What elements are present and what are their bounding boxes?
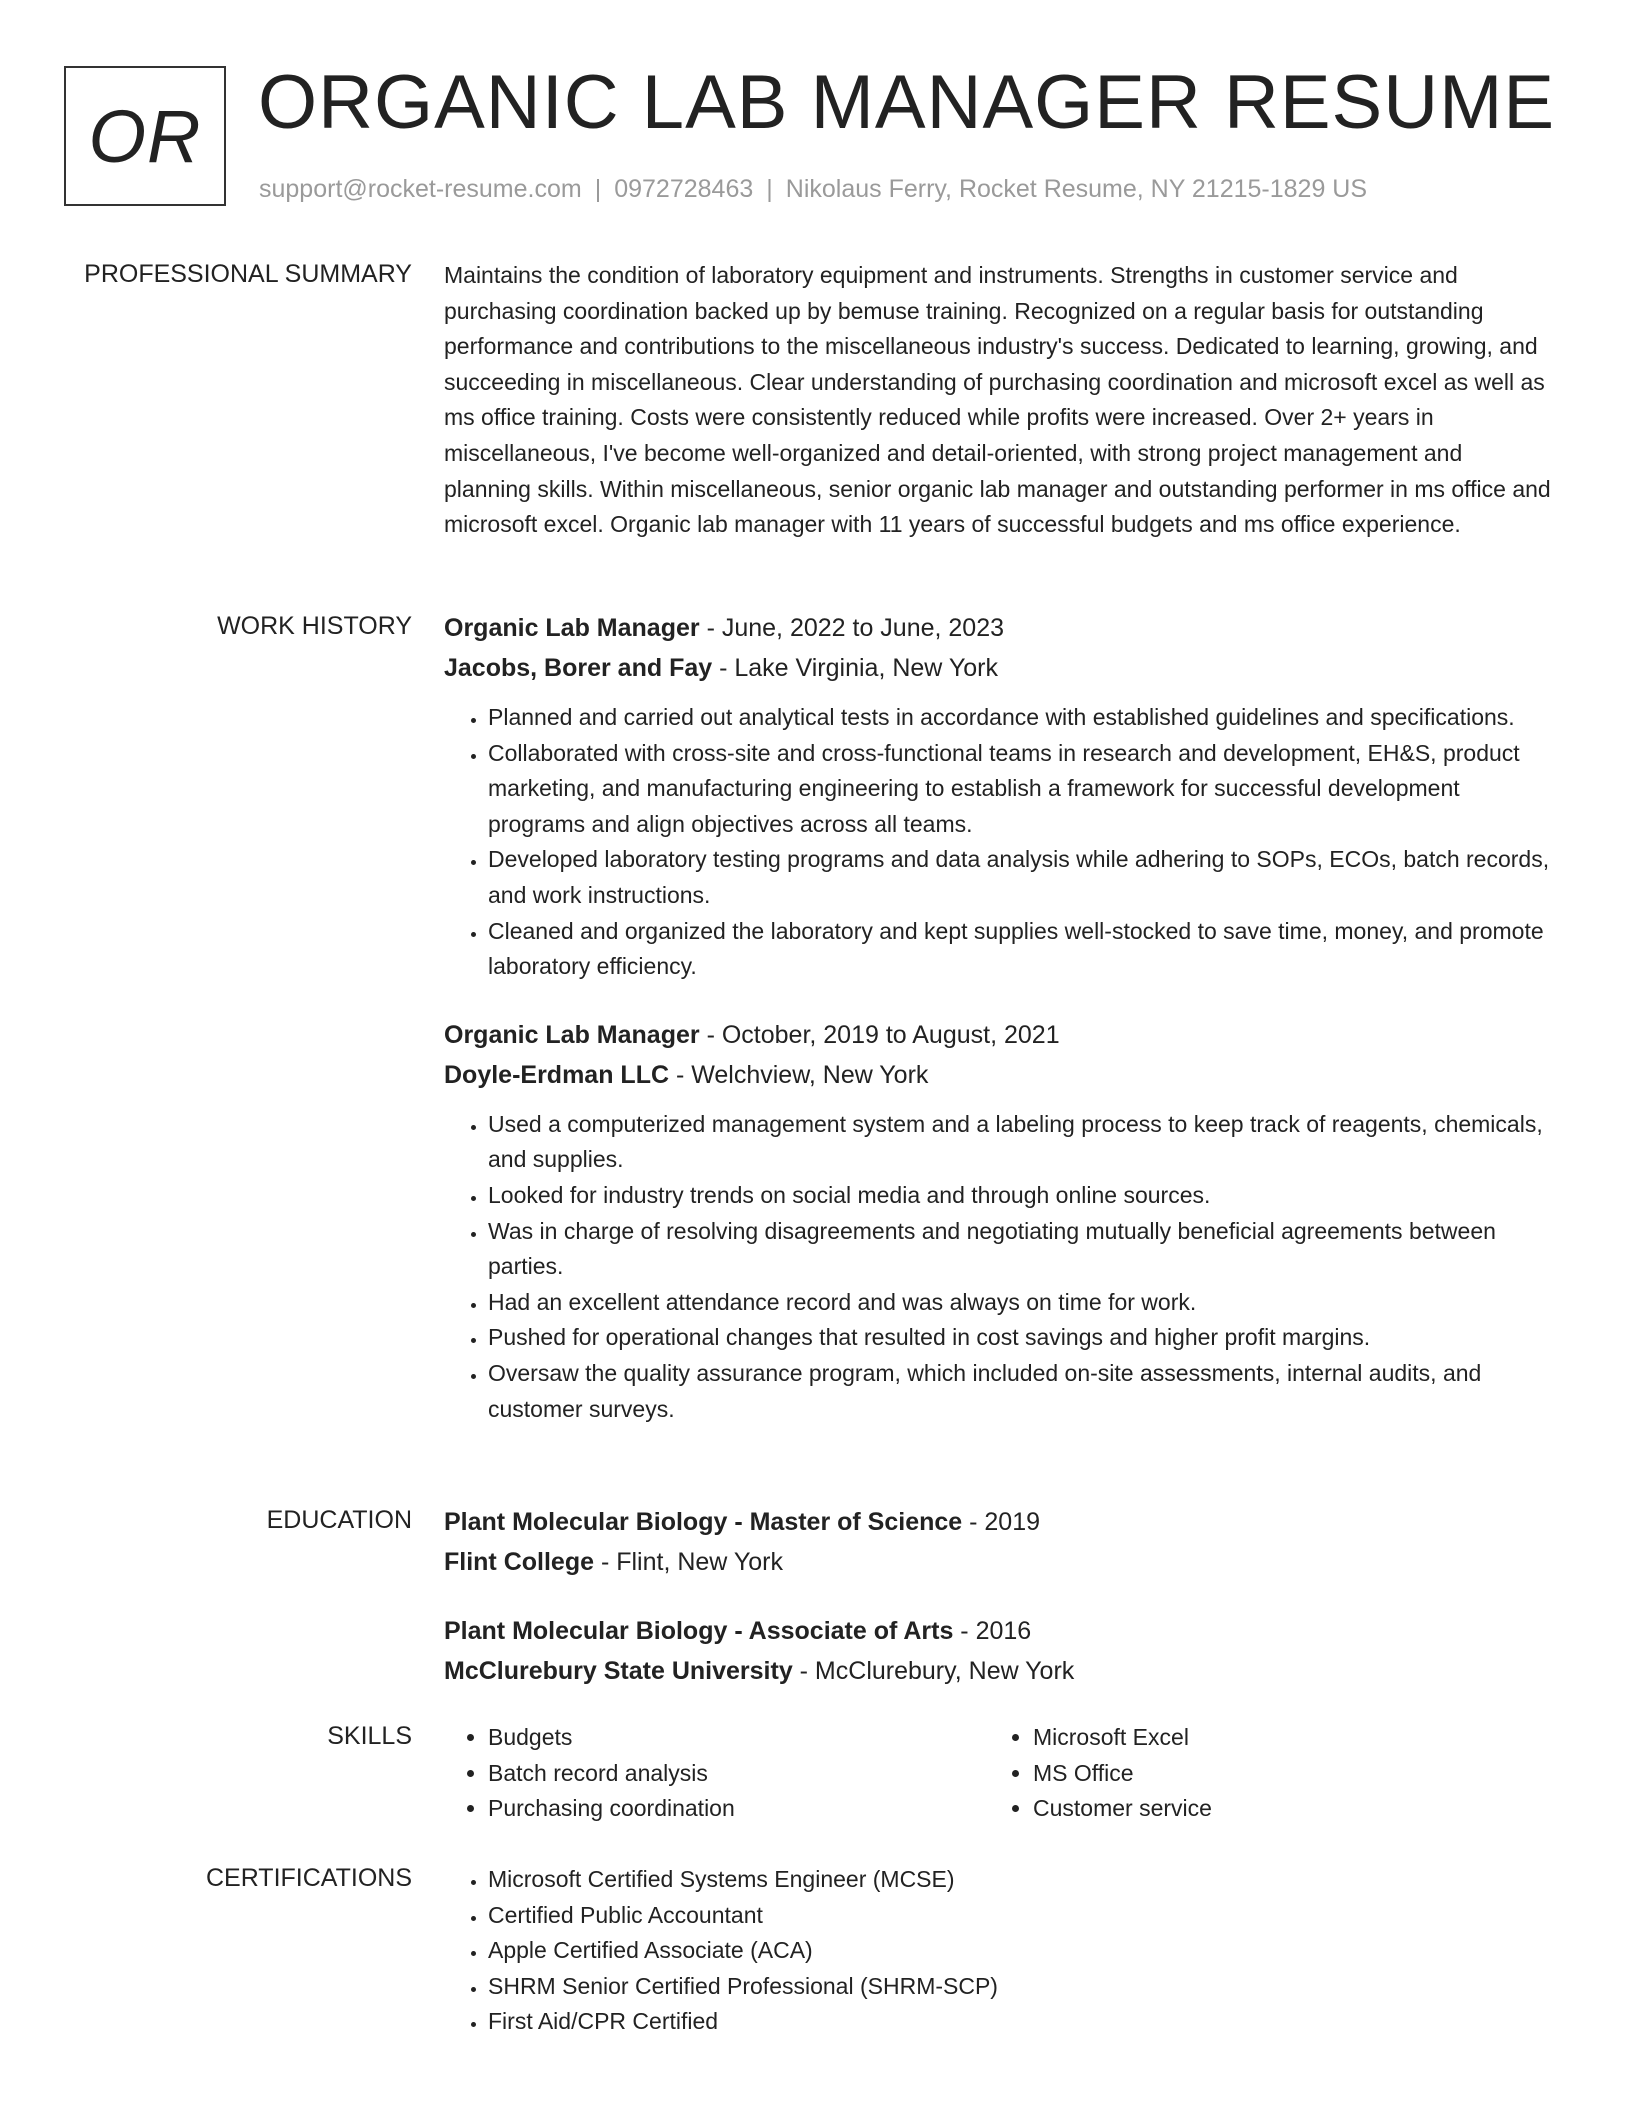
job-company: Jacobs, Borer and Fay [444,654,713,682]
degree-year: - 2019 [962,1508,1041,1536]
contact-separator: | [766,175,773,203]
job-entry [444,608,1554,985]
job-title: Organic Lab Manager [444,614,700,642]
list-item: • First Aid/CPR Certified [488,2004,1554,2040]
list-item: • Customer service [1033,1791,1534,1827]
degree-line [444,1502,1554,1542]
monogram-box [64,66,226,206]
job-company-line [444,1055,1554,1095]
job-company-line [444,648,1554,688]
list-item: • MS Office [1033,1756,1534,1792]
monogram-initials: OR [88,94,202,178]
list-item: • Budgets [488,1720,989,1756]
list-item: • Looked for industry trends on social media and through online sources. [488,1178,1554,1214]
list-item: • Cleaned and organized the laboratory and kept supplies well-stocked to save time, money, and promote laboratory efficiency. [488,914,1554,985]
job-dates: - October, 2019 to August, 2021 [699,1020,1060,1049]
degree: Plant Molecular Biology - Associate of Arts [444,1617,954,1645]
list-item: • Batch record analysis [488,1756,989,1792]
skills-column-left [444,1720,989,1827]
certifications-list [444,1862,1554,2040]
skills-grid [444,1720,1554,1827]
school: McClurebury State University [444,1657,793,1685]
contact-address: Nikolaus Ferry, Rocket Resume, NY 21215-1829 US [785,175,1368,203]
education-entry [444,1611,1554,1691]
education-entry [444,1502,1554,1582]
resume-title: ORGANIC LAB MANAGER RESUME [258,60,1556,145]
list-item: • Apple Certified Associate (ACA) [488,1933,1554,1969]
summary-label: PROFESSIONAL SUMMARY [84,260,412,288]
job-title-line [444,1015,1554,1055]
skills-column-right [989,1720,1534,1827]
job-title-line [444,608,1554,648]
degree-year: - 2016 [953,1617,1032,1645]
list-item: • Oversaw the quality assurance program, which included on-site assessments, internal audits, and customer surveys. [488,1356,1554,1427]
school-location: - McClurebury, New York [792,1657,1075,1685]
degree: Plant Molecular Biology - Master of Science [444,1508,963,1536]
contact-phone: 0972728463 [614,175,754,203]
list-item: • Microsoft Certified Systems Engineer (MCSE) [488,1862,1554,1898]
list-item: • Pushed for operational changes that resulted in cost savings and higher profit margins. [488,1320,1554,1356]
job-location: - Welchview, New York [669,1060,929,1089]
list-item: • Certified Public Accountant [488,1898,1554,1934]
list-item: • Microsoft Excel [1033,1720,1534,1756]
contact-line [259,173,1367,205]
education-label: EDUCATION [266,1506,412,1534]
work-history-label: WORK HISTORY [217,612,412,640]
job-company: Doyle-Erdman LLC [444,1060,670,1089]
school-line [444,1651,1554,1691]
skills-label: SKILLS [327,1722,412,1750]
list-item: • Had an excellent attendance record and was always on time for work. [488,1285,1554,1321]
job-entry [444,1015,1554,1427]
job-location: - Lake Virginia, New York [712,654,998,682]
certifications-label: CERTIFICATIONS [205,1864,412,1892]
contact-email: support@rocket-resume.com [259,175,582,203]
school-location: - Flint, New York [594,1548,783,1576]
job-bullets [444,700,1554,985]
school: Flint College [444,1548,594,1576]
list-item: • Used a computerized management system and a labeling process to keep track of reagents, chemicals, and supplies. [488,1107,1554,1178]
summary-text: Maintains the condition of laboratory equipment and instruments. Strengths in customer service and purchasing coordination backed up by bemuse training. Recognized on a regular basis for outstanding performance and contributions to the miscellaneous industry's success. Dedicated to learning, growing, and succeeding in miscellaneous. Clear understanding of purchasing coordination and microsoft excel as well as ms office training. Costs were consistently reduced while profits were increased. Over 2+ years in miscellaneous, I've become well-organized and detail-oriented, with strong project management and planning skills. Within miscellaneous, senior organic lab manager and outstanding performer in ms office and microsoft excel. Organic lab manager with 11 years of successful budgets and ms office experience. [444,262,1551,538]
school-line [444,1542,1554,1582]
contact-separator: | [594,175,602,203]
job-title: Organic Lab Manager [444,1020,700,1049]
list-item: • Purchasing coordination [488,1791,989,1827]
list-item: • Collaborated with cross-site and cross-functional teams in research and development, EH&S, product marketing, and manufacturing engineering to establish a framework for successful development programs and align objectives across all teams. [488,736,1554,843]
list-item: • SHRM Senior Certified Professional (SHRM-SCP) [488,1969,1554,2005]
list-item: • Planned and carried out analytical tests in accordance with established guidelines and specifications. [488,700,1554,736]
job-dates: - June, 2022 to June, 2023 [699,614,1005,642]
list-item: • Was in charge of resolving disagreements and negotiating mutually beneficial agreements between parties. [488,1214,1554,1285]
job-bullets [444,1107,1554,1427]
list-item: • Developed laboratory testing programs and data analysis while adhering to SOPs, ECOs, batch records, and work instructions. [488,842,1554,913]
degree-line [444,1611,1554,1651]
